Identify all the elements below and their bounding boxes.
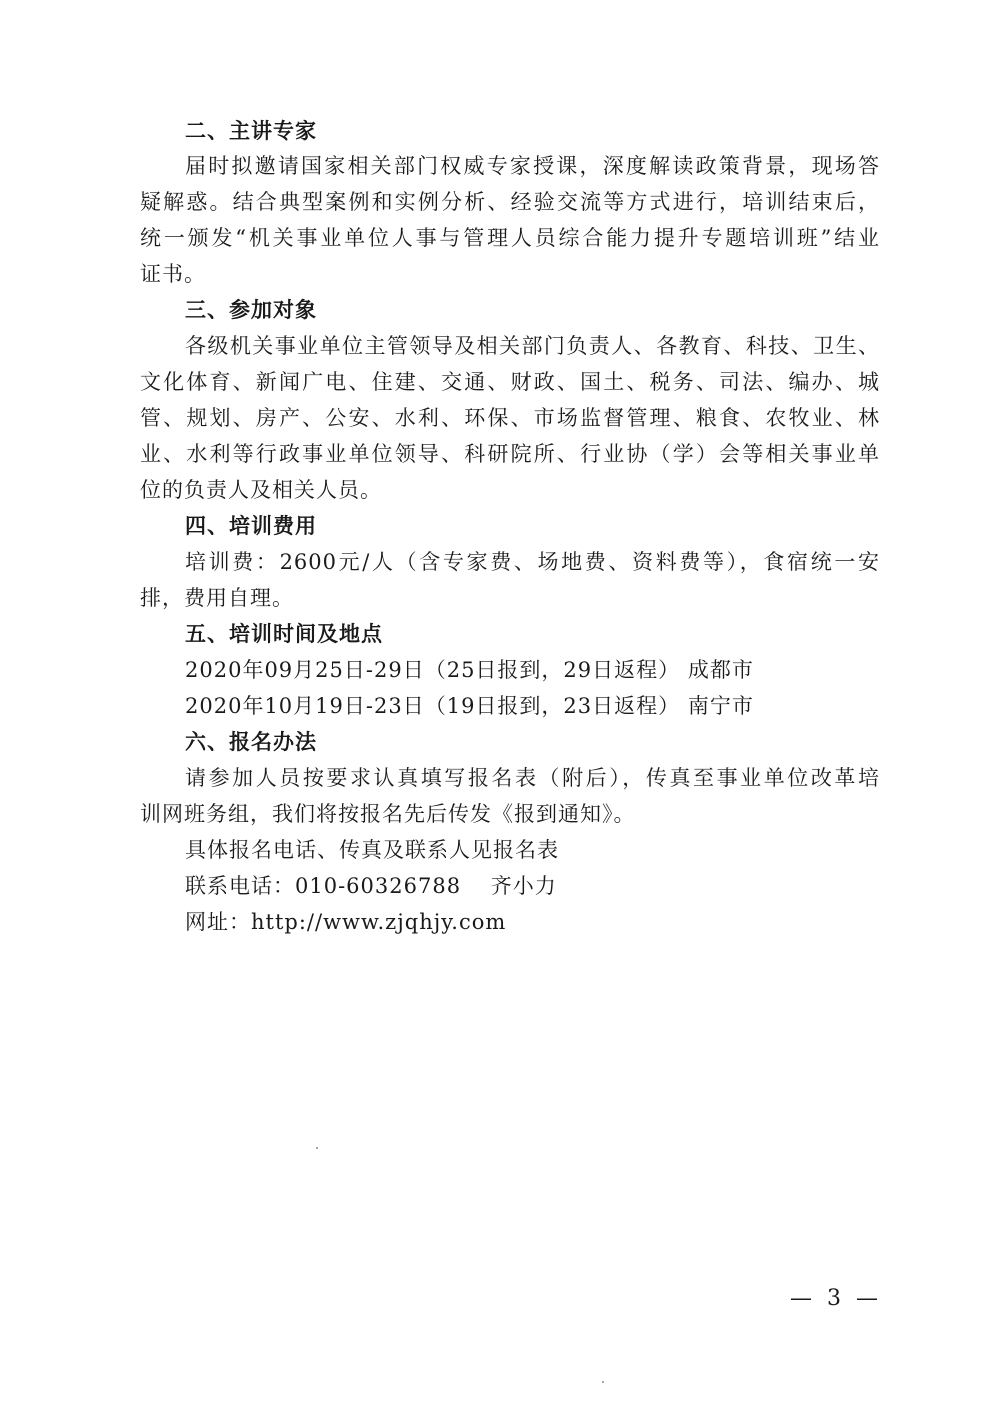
section-heading-schedule: 五、培训时间及地点 [185, 622, 383, 646]
paragraph-line: 排，费用自理。 [140, 586, 294, 610]
section-heading-participants: 三、参加对象 [185, 298, 317, 322]
website-url: 网址：http://www.zjqhjy.com [185, 910, 507, 934]
paragraph-line: 训网班务组，我们将按报名先后传发《报到通知》。 [140, 802, 636, 826]
paragraph-line: 业、水利等行政事业单位领导、科研院所、行业协（学）会等相关事业单 [140, 442, 880, 466]
paragraph-line: 具体报名电话、传真及联系人见报名表 [185, 838, 559, 862]
paragraph-line: 请参加人员按要求认真填写报名表（附后），传真至事业单位改革培 [185, 766, 880, 790]
paragraph-line: 文化体育、新闻广电、住建、交通、财政、国土、税务、司法、编办、城 [140, 370, 880, 394]
section-heading-registration: 六、报名办法 [185, 730, 317, 754]
paragraph-line: 统一颁发“机关事业单位人事与管理人员综合能力提升专题培训班”结业 [140, 226, 880, 250]
section-heading-fees: 四、培训费用 [185, 514, 317, 538]
paragraph-line: 培训费：2600元/人（含专家费、场地费、资料费等），食宿统一安 [185, 550, 880, 574]
page-number: — 3 — [790, 1286, 882, 1311]
schedule-line-chengdu: 2020年09月25日-29日（25日报到，29日返程） 成都市 [185, 658, 754, 682]
paragraph-line: 疑解惑。结合典型案例和实例分析、经验交流等方式进行，培训结束后， [140, 190, 880, 214]
scan-speck [316, 1147, 318, 1149]
contact-phone: 联系电话：010-60326788 齐小力 [185, 874, 557, 898]
paragraph-line: 各级机关事业单位主管领导及相关部门负责人、各教育、科技、卫生、 [185, 334, 880, 358]
section-heading-experts: 二、主讲专家 [185, 119, 317, 143]
paragraph-line: 届时拟邀请国家相关部门权威专家授课，深度解读政策背景，现场答 [185, 154, 880, 178]
paragraph-line: 证书。 [140, 262, 206, 286]
schedule-line-nanning: 2020年10月19日-23日（19日报到，23日返程） 南宁市 [185, 694, 754, 718]
paragraph-line: 位的负责人及相关人员。 [140, 478, 382, 502]
scan-speck [602, 1381, 604, 1383]
paragraph-line: 管、规划、房产、公安、水利、环保、市场监督管理、粮食、农牧业、林 [140, 406, 880, 430]
